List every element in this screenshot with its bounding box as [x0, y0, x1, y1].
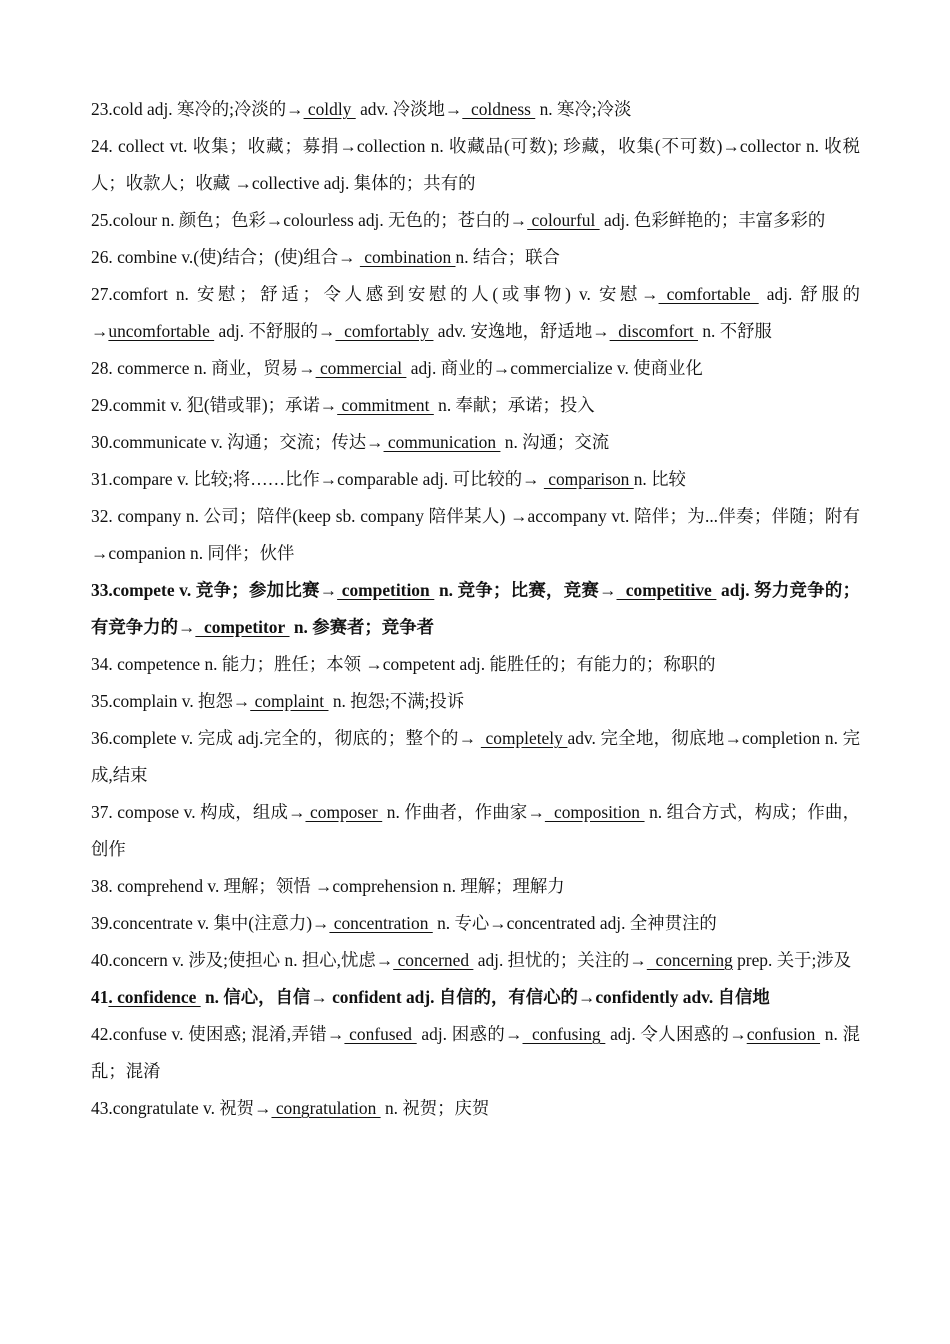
vocab-entry-28	[91, 350, 860, 387]
vocab-entry-41	[91, 979, 860, 1016]
entry-text: n. 竞争；比赛，竞赛→	[434, 580, 617, 600]
entry-text: n. 参赛者；竞争者	[289, 617, 434, 637]
entry-text: 41	[91, 987, 109, 1007]
answer-blank: combination	[359, 247, 456, 267]
answer-blank: competition	[337, 580, 435, 600]
vocab-entry-26	[91, 239, 860, 276]
answer-blank: confusing	[522, 1024, 606, 1044]
entry-text: n. 组合方式，构成；作曲，创作	[91, 802, 860, 859]
entry-text: 31.compare v. 比较;将……比作→comparable adj. 可比较的→	[91, 469, 544, 489]
entry-text: n. 奉献；承诺；投入	[433, 395, 595, 415]
entry-text: 33.compete v. 竞争；参加比赛→	[91, 580, 338, 600]
answer-blank: completely	[480, 728, 568, 748]
answer-blank: competitor	[195, 617, 290, 637]
answer-blank: concerning	[646, 950, 733, 970]
entry-text: 35.complain v. 抱怨→	[91, 691, 251, 711]
entry-text: 25.colour n. 颜色；色彩→colourless adj. 无色的；苍白的→	[91, 210, 528, 230]
answer-blank: communication	[383, 432, 501, 452]
entry-text: 24. collect vt. 收集；收藏；募捐→collection n. 收藏品(可数); 珍藏，收集(不可数)→collector n. 收税人；收款人；收藏 →collective adj. 集体的；共有的	[91, 136, 860, 193]
answer-blank: discomfort	[609, 321, 698, 341]
answer-blank: concerned	[393, 950, 474, 970]
vocab-entry-37	[91, 794, 860, 868]
answer-blank: uncomfortable	[108, 321, 215, 341]
vocab-entry-30	[91, 424, 860, 461]
answer-blank: . confidence	[108, 987, 201, 1007]
answer-blank: competitive	[616, 580, 717, 600]
vocab-entry-42	[91, 1016, 860, 1090]
entry-text: adv. 安逸地，舒适地→	[433, 321, 610, 341]
entry-text: adj. 令人困惑的→	[605, 1024, 747, 1044]
vocab-entry-39	[91, 905, 860, 942]
entry-text: 42.confuse v. 使困惑; 混淆,弄错→	[91, 1024, 345, 1044]
vocab-entry-40	[91, 942, 860, 979]
entry-text: adj. 舒服的→	[91, 284, 860, 341]
entry-text: adj. 色彩鲜艳的；丰富多彩的	[599, 210, 826, 230]
entry-text: n. 不舒服	[698, 321, 772, 341]
vocab-entry-23	[91, 91, 860, 128]
entry-text: 32. company n. 公司；陪伴(keep sb. company 陪伴某人) →accompany vt. 陪伴；为...伴奏；伴随；附有 →companion n. 同伴；伙伴	[91, 506, 860, 563]
entry-text: 34. competence n. 能力；胜任；本领 →competent adj. 能胜任的；有能力的；称职的	[91, 654, 716, 674]
entry-text: 30.communicate v. 沟通；交流；传达→	[91, 432, 384, 452]
entry-text: n. 抱怨;不满;投诉	[328, 691, 465, 711]
answer-blank: congratulation	[271, 1098, 381, 1118]
entry-text: 39.concentrate v. 集中(注意力)→	[91, 913, 330, 933]
entry-text: n. 比较	[633, 469, 686, 489]
entry-text: n. 信心，自信→ confident adj. 自信的，有信心的→confidently adv. 自信地	[200, 987, 770, 1007]
answer-blank: complaint	[250, 691, 329, 711]
vocab-entry-33	[91, 572, 860, 646]
entry-text: 43.congratulate v. 祝贺→	[91, 1098, 272, 1118]
entry-text: n. 专心→concentrated adj. 全神贯注的	[432, 913, 717, 933]
vocab-entry-43	[91, 1090, 860, 1127]
answer-blank: comfortable	[658, 284, 759, 304]
answer-blank: colourful	[527, 210, 600, 230]
vocabulary-page	[91, 91, 860, 1127]
entry-text: prep. 关于;涉及	[732, 950, 852, 970]
entry-text: 28. commerce n. 商业，贸易→	[91, 358, 316, 378]
entry-text: n. 结合；联合	[455, 247, 560, 267]
answer-blank: confusion	[746, 1024, 821, 1044]
vocab-entry-24	[91, 128, 860, 202]
entry-text: 27.comfort n. 安慰；舒适；令人感到安慰的人(或事物) v. 安慰→	[91, 284, 659, 304]
entry-text: 37. compose v. 构成，组成→	[91, 802, 306, 822]
answer-blank: coldness	[462, 99, 536, 119]
vocab-entry-31	[91, 461, 860, 498]
entry-text: 23.cold adj. 寒冷的;冷淡的→	[91, 99, 304, 119]
entry-text: n. 作曲者，作曲家→	[382, 802, 545, 822]
entry-text: adj. 担忧的；关注的→	[473, 950, 647, 970]
answer-blank: commercial	[315, 358, 407, 378]
answer-blank: comfortably	[335, 321, 434, 341]
entry-text: 29.commit v. 犯(错或罪)；承诺→	[91, 395, 338, 415]
entry-text: n. 混乱；混淆	[91, 1024, 860, 1081]
answer-blank: coldly	[303, 99, 356, 119]
entry-text: n. 寒冷;冷淡	[535, 99, 632, 119]
answer-blank: confused	[344, 1024, 417, 1044]
vocab-entry-36	[91, 720, 860, 794]
vocab-entry-32	[91, 498, 860, 572]
entry-text: 36.complete v. 完成 adj.完全的，彻底的；整个的→	[91, 728, 481, 748]
entry-text: adj. 努力竞争的；有竞争力的→	[91, 580, 861, 637]
vocab-entry-29	[91, 387, 860, 424]
entry-text: adv. 冷淡地→	[355, 99, 463, 119]
answer-blank: concentration	[329, 913, 433, 933]
entry-text: adj. 商业的→commercialize v. 使商业化	[406, 358, 703, 378]
entry-text: adj. 困惑的→	[416, 1024, 523, 1044]
entry-text: adj. 不舒服的→	[214, 321, 336, 341]
entry-text: 38. comprehend v. 理解；领悟 →comprehension n. 理解；理解力	[91, 876, 565, 896]
answer-blank: commitment	[337, 395, 434, 415]
answer-blank: composition	[544, 802, 645, 822]
answer-blank: composer	[305, 802, 383, 822]
entry-text: 40.concern v. 涉及;使担心 n. 担心,忧虑→	[91, 950, 394, 970]
entry-text: 26. combine v.(使)结合；(使)组合→	[91, 247, 360, 267]
vocab-entry-38	[91, 868, 860, 905]
entry-text: adv. 完全地，彻底地→completion n. 完成,结束	[91, 728, 861, 785]
vocab-entry-34	[91, 646, 860, 683]
vocab-entry-25	[91, 202, 860, 239]
vocab-entry-27	[91, 276, 860, 350]
entry-text: n. 沟通；交流	[500, 432, 610, 452]
answer-blank: comparison	[543, 469, 634, 489]
vocab-entry-35	[91, 683, 860, 720]
entry-text: n. 祝贺；庆贺	[380, 1098, 490, 1118]
